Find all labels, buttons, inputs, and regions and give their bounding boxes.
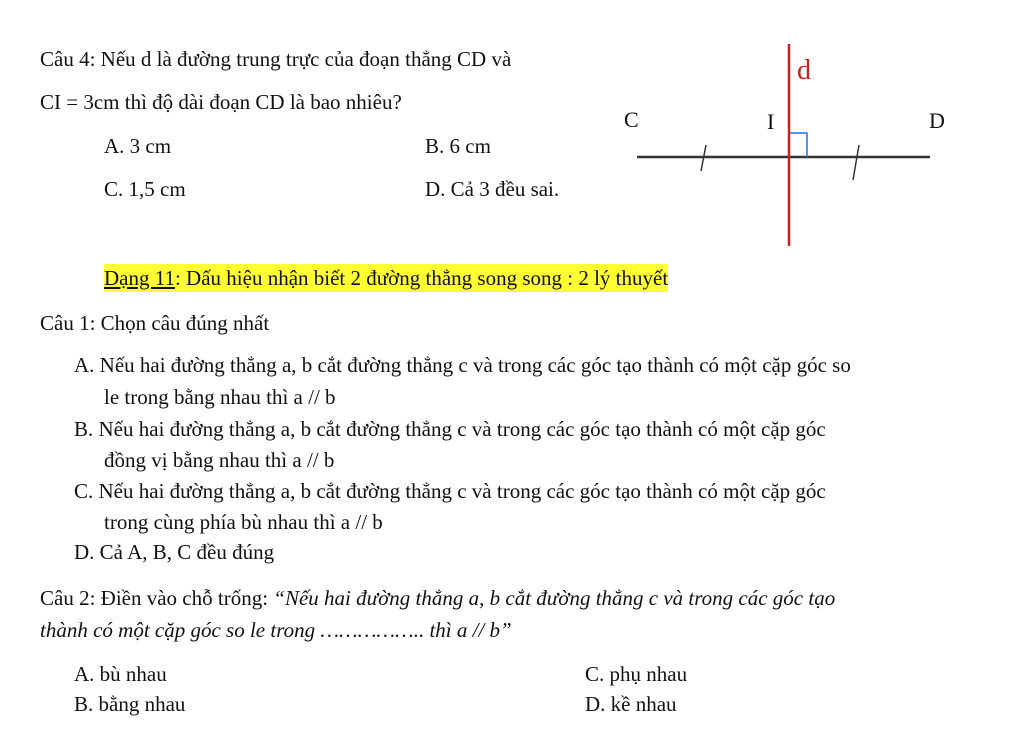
q1-option-d: D. Cả A, B, C đều đúng <box>74 540 275 564</box>
q4-line-2: CI = 3cm thì độ dài đoạn CD là bao nhiêu? <box>40 90 402 114</box>
right-angle-mark <box>790 133 807 157</box>
q2-quote-line-2: thành có một cặp góc so le trong …………….. thì a // b” <box>40 618 512 642</box>
section-title-rest: : Dấu hiệu nhận biết 2 đường thẳng song song : 2 lý thuyết <box>174 266 669 290</box>
label-i: I <box>767 109 775 134</box>
q1-question: Câu 1: Chọn câu đúng nhất <box>40 311 270 335</box>
q4-option-c: C. 1,5 cm <box>104 177 186 201</box>
q4-option-a: A. 3 cm <box>104 134 172 158</box>
label-d: d <box>797 55 811 86</box>
q2-quote-line-1: “Nếu hai đường thẳng a, b cắt đường thẳng c và trong các góc tạo <box>273 586 836 610</box>
q4-line-1: Câu 4: Nếu d là đường trung trực của đoạn thẳng CD và <box>40 47 512 71</box>
q1-option-c-line-2: trong cùng phía bù nhau thì a // b <box>104 510 383 534</box>
tick-mark-id <box>853 145 859 180</box>
q1-option-b-line-2: đồng vị bằng nhau thì a // b <box>104 448 335 472</box>
q2-option-a: A. bù nhau <box>74 662 167 686</box>
label-c: C <box>624 107 639 132</box>
q4-option-b: B. 6 cm <box>425 134 491 158</box>
q2-line-1 <box>40 586 835 610</box>
q2-option-b: B. bằng nhau <box>74 692 186 716</box>
q2-prefix: Câu 2: Điền vào chỗ trống: <box>40 586 274 610</box>
q1-option-a-line-1: A. Nếu hai đường thẳng a, b cắt đường thẳng c và trong các góc tạo thành có một cặp góc so <box>74 353 851 377</box>
q2-option-d: D. kề nhau <box>585 692 677 716</box>
q1-option-b-line-1: B. Nếu hai đường thẳng a, b cắt đường thẳng c và trong các góc tạo thành có một cặp góc <box>74 417 826 441</box>
section-title-prefix: Dạng 11 <box>104 266 175 290</box>
q4-option-d: D. Cả 3 đều sai. <box>425 177 560 201</box>
q1-option-a-line-2: le trong bằng nhau thì a // b <box>104 385 336 409</box>
section-title <box>104 264 668 292</box>
q1-option-c-line-1: C. Nếu hai đường thẳng a, b cắt đường thẳng c và trong các góc tạo thành có một cặp góc <box>74 479 826 503</box>
label-point-d: D <box>929 108 945 133</box>
q2-option-c: C. phụ nhau <box>585 662 688 686</box>
